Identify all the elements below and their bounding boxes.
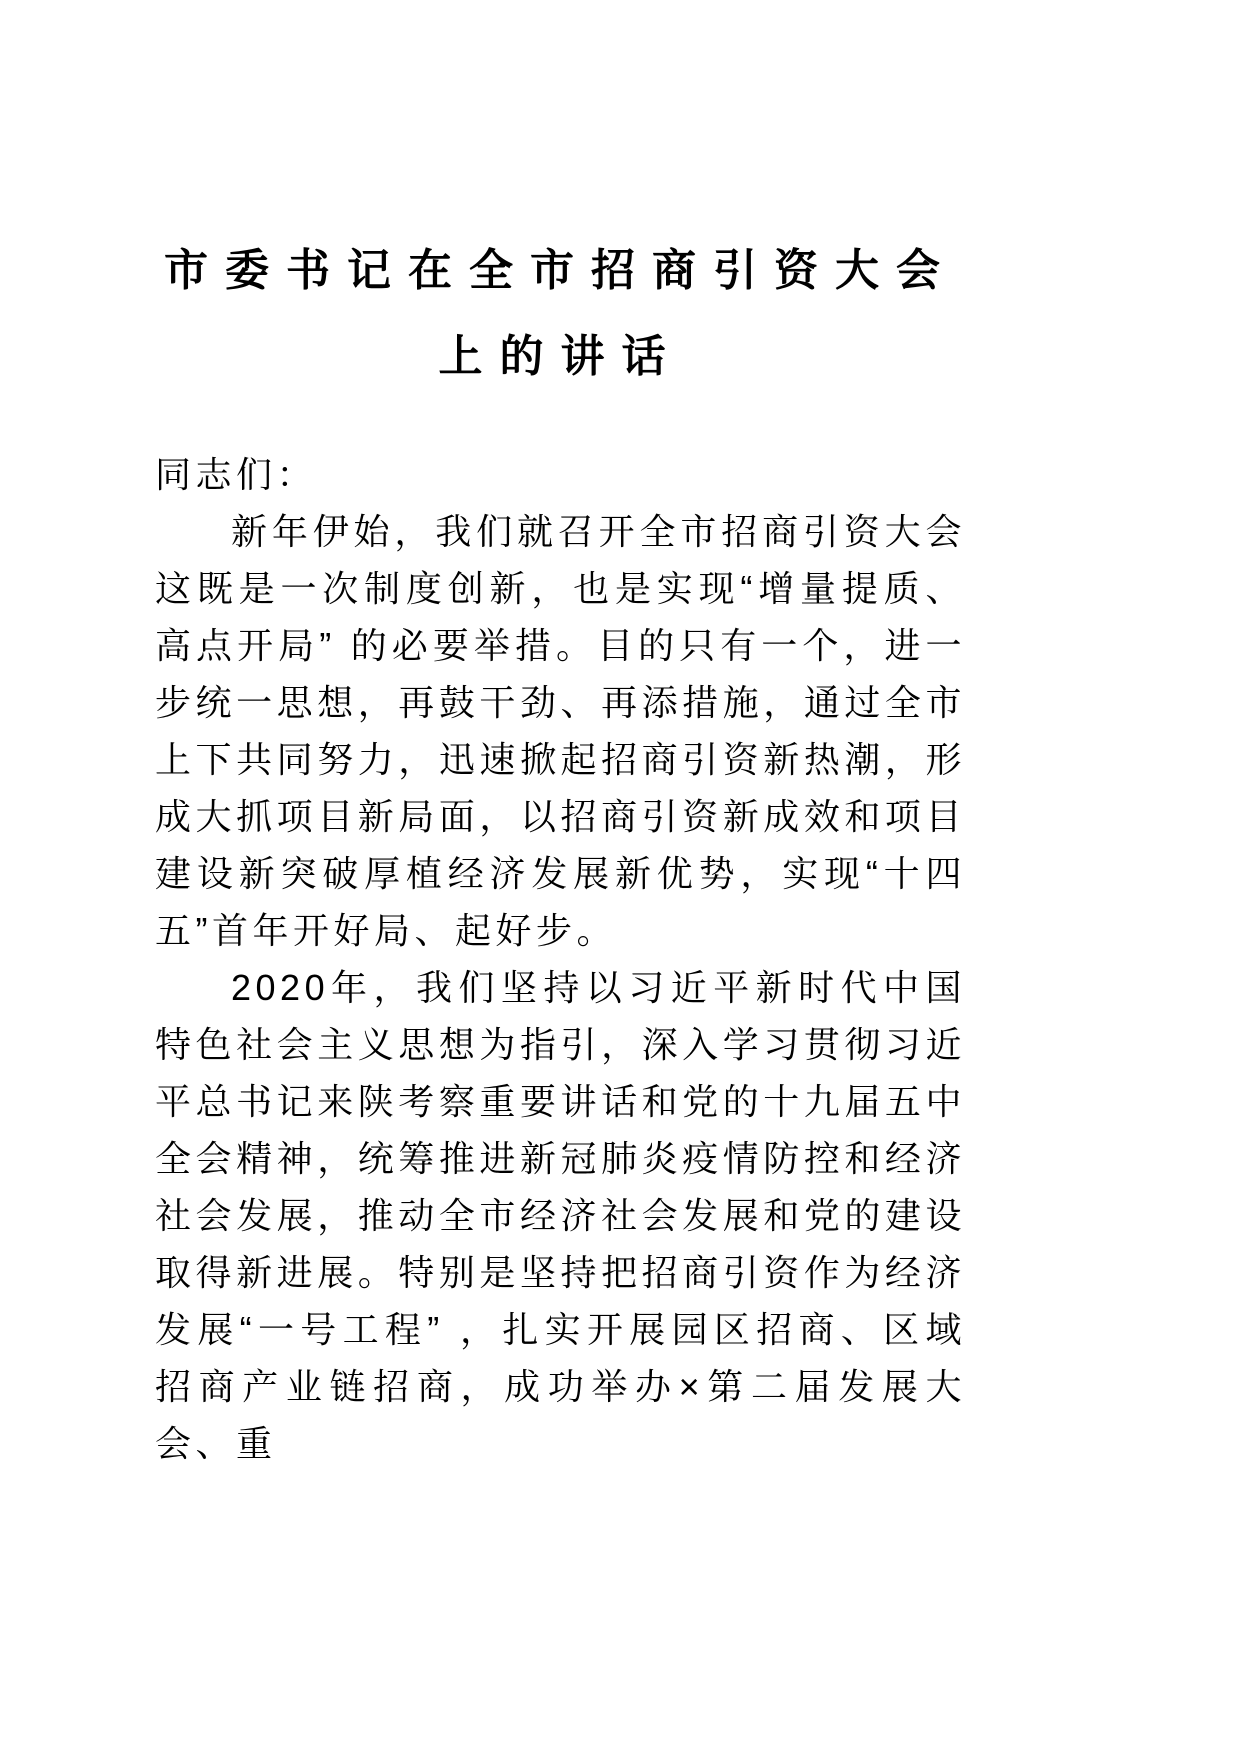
body-paragraph-2: 2020年，我们坚持以习近平新时代中国特色社会主义思想为指引，深入学习贯彻习近平总书记来陕考察重要讲话和党的十九届五中全会精神，统筹推进新冠肺炎疫情防控和经济社会发展，推动全市经济社会发展和党的建设取得新进展。特别是坚持把招商引资作为经济发展“一号工程” ，扎实开展园区招商、区域招商产业链招商，成功举办×第二届发展大会、重 (155, 967, 966, 1464)
body-paragraph-1: 新年伊始，我们就召开全市招商引资大会这既是一次制度创新，也是实现“增量提质、高点开局” 的必要举措。目的只有一个，进一步统一思想，再鼓干劲、再添措施，通过全市上下共同努力，迅速掀起招商引资新热潮，形成大抓项目新局面，以招商引资新成效和项目建设新突破厚植经济发展新优势，实现“十四五”首年开好局、起好步。 (155, 511, 966, 951)
title-line-2: 上的讲话 (438, 332, 683, 381)
salutation-paragraph: 同志们： (155, 454, 318, 495)
title-line-1: 市委书记在全市招商引资大会 (164, 246, 957, 295)
document-title (155, 228, 966, 400)
